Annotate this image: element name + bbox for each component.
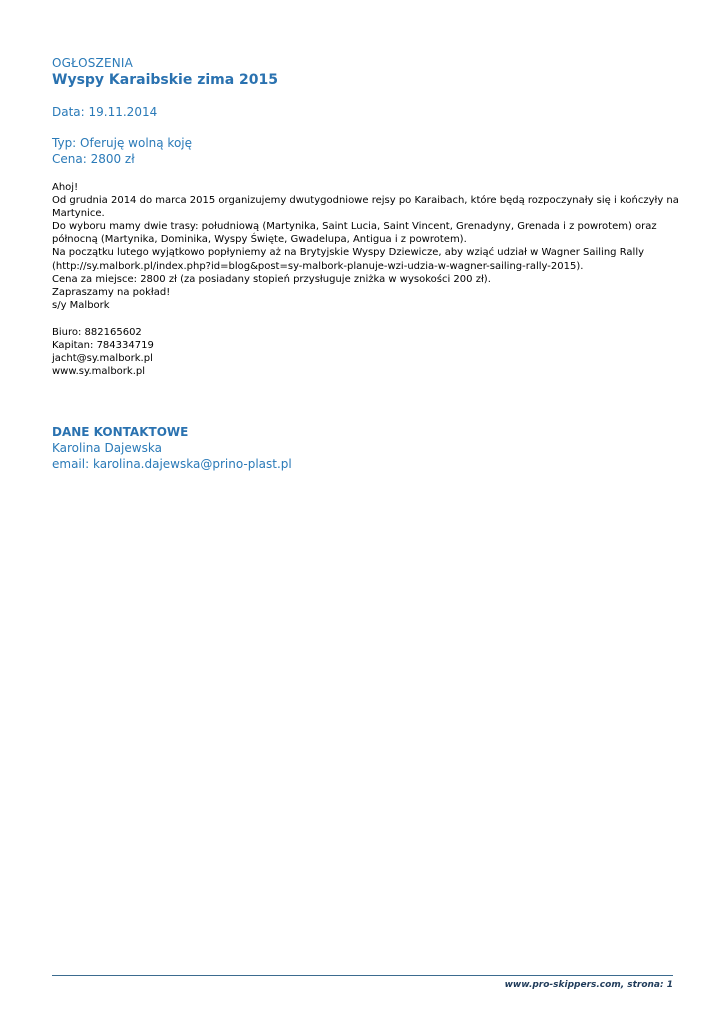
listing-price: Cena: 2800 zł: [52, 152, 135, 166]
captain-phone: Kapitan: 784334719: [52, 340, 154, 352]
section-label: OGŁOSZENIA: [52, 56, 134, 70]
document-page: [52, 0, 679, 1024]
description-line: Do wyboru mamy dwie trasy: południową (Martynika, Saint Lucia, Saint Vincent, Grenadyny, Grenada i z powrotem) oraz: [52, 221, 657, 233]
description-line: (http://sy.malbork.pl/index.php?id=blog&post=sy-malbork-planuje-wzi-udzia-w-wagner-sailing-rally-2015).: [52, 260, 584, 272]
description-line: s/y Malbork: [52, 299, 110, 311]
contact-email: email: karolina.dajewska@prino-plast.pl: [52, 457, 292, 471]
yacht-website: www.sy.malbork.pl: [52, 366, 145, 378]
description-line: Od grudnia 2014 do marca 2015 organizujemy dwutygodniowe rejsy po Karaibach, które będą rozpoczynały się i kończyły na: [52, 195, 679, 207]
footer-divider: [52, 975, 673, 976]
description-line: Zapraszamy na pokład!: [52, 286, 171, 298]
listing-description: [52, 181, 677, 312]
description-line: Martynice.: [52, 208, 105, 220]
listing-type: Typ: Oferuję wolną koję: [52, 136, 193, 150]
description-line: Na początku lutego wyjątkowo popłyniemy aż na Brytyjskie Wyspy Dziewicze, aby wziąć udział w Wagner Sailing Rally: [52, 247, 645, 259]
listing-title: Wyspy Karaibskie zima 2015: [52, 72, 279, 88]
yacht-email: jacht@sy.malbork.pl: [52, 353, 153, 365]
contact-name: Karolina Dajewska: [52, 441, 162, 455]
footer-page-info: www.pro-skippers.com, strona: 1: [504, 980, 673, 990]
description-line: Ahoj!: [52, 182, 79, 193]
contact-heading: DANE KONTAKTOWE: [52, 425, 189, 439]
office-phone: Biuro: 882165602: [52, 327, 142, 338]
description-line: północną (Martynika, Dominika, Wyspy Święte, Gwadelupa, Antigua i z powrotem).: [52, 234, 467, 246]
listing-date: Data: 19.11.2014: [52, 105, 158, 119]
description-line: Cena za miejsce: 2800 zł (za posiadany stopień przysługuje zniżka w wysokości 200 zł).: [52, 273, 491, 285]
yacht-contact-block: [52, 326, 154, 378]
